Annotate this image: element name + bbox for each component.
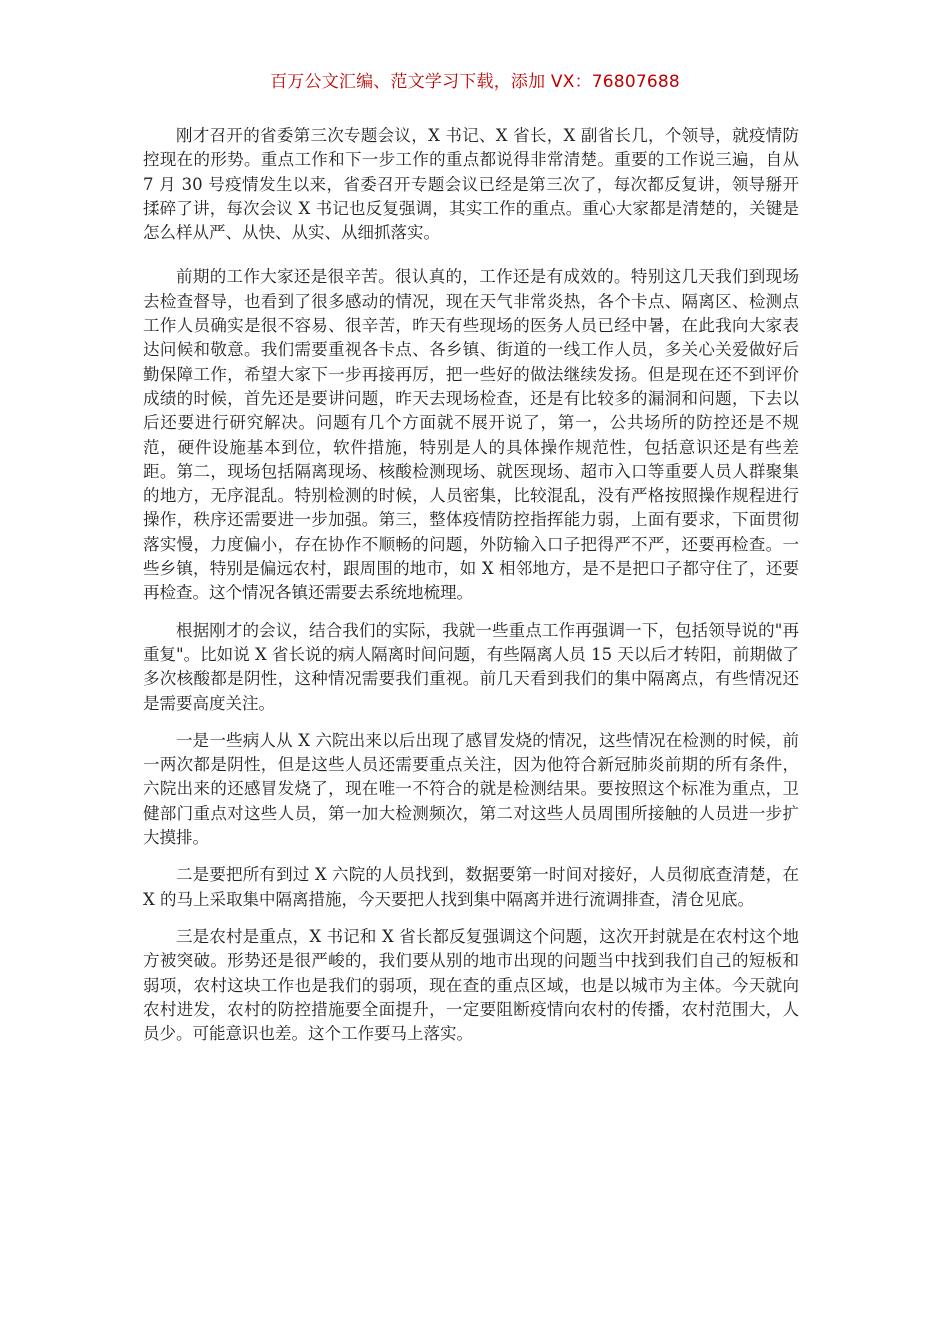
document-body	[143, 124, 799, 1059]
paragraph-4: 一是一些病人从 X 六院出来以后出现了感冒发烧的情况，这些情况在检测的时候，前一两次都是阴性，但是这些人员还需要重点关注，因为他符合新冠肺炎前期的所有条件，六院出来的还感冒发烧了，现在唯一不符合的就是检测结果。要按照这个标准为重点，卫健部门重点对这些人员，第一加大检测频次，第二对这些人员周围所接触的人员进一步扩大摸排。	[143, 730, 799, 848]
paragraph-3: 根据刚才的会议，结合我们的实际，我就一些重点工作再强调一下，包括领导说的"再重复"。比如说 X 省长说的病人隔离时间问题，有些隔离人员 15 天以后才转阳，前期做了多次核酸都是阴性，这种情况需要我们重视。前几天看到我们的集中隔离点，有些情况还是需要高度关注。	[143, 620, 799, 713]
paragraph-2: 前期的工作大家还是很辛苦。很认真的，工作还是有成效的。特别这几天我们到现场去检查督导，也看到了很多感动的情况，现在天气非常炎热，各个卡点、隔离区、检测点工作人员确实是很不容易、很辛苦，昨天有些现场的医务人员已经中暑，在此我向大家表达问候和敬意。我们需要重视各卡点、各乡镇、街道的一线工作人员，多关心关爱做好后勤保障工作，希望大家下一步再接再厉，把一些好的做法继续发扬。但是现在还不到评价成绩的时候，首先还是要讲问题，昨天去现场检查，还是有比较多的漏洞和问题，下去以后还要进行研究解决。问题有几个方面就不展开说了，第一，公共场所的防控还是不规范，硬件设施基本到位，软件措施，特别是人的具体操作规范性，包括意识还是有些差距。第二，现场包括隔离现场、核酸检测现场、就医现场、超市入口等重要人员人群聚集的地方，无序混乱。特别检测的时候，人员密集，比较混乱，没有严格按照操作规程进行操作，秩序还需要进一步加强。第三，整体疫情防控指挥能力弱，上面有要求，下面贯彻落实慢，力度偏小，存在协作不顺畅的问题，外防输入口子把得严不严，还要再检查。一些乡镇，特别是偏远农村，跟周围的地市，如 X 相邻地方，是不是把口子都守住了，还要再检查。这个情况各镇还需要去系统地梳理。	[143, 267, 799, 603]
paragraph-6: 三是农村是重点，X 书记和 X 省长都反复强调这个问题，这次开封就是在农村这个地方被突破。形势还是很严峻的，我们要从别的地市出现的问题当中找到我们自己的短板和弱项，农村这块工作也是我们的弱项，现在查的重点区域，也是以城市为主体。今天就向农村进发，农村的防控措施要全面提升，一定要阻断疫情向农村的传播，农村范围大，人员少。可能意识也差。这个工作要马上落实。	[143, 926, 799, 1044]
paragraph-1: 刚才召开的省委第三次专题会议，X 书记、X 省长，X 副省长几，个领导，就疫情防控现在的形势。重点工作和下一步工作的重点都说得非常清楚。重要的工作说三遍，自从 7 月 30 号疫情发生以来，省委召开专题会议已经是第三次了，每次都反复讲，领导掰开揉碎了讲，每次会议 X 书记也反复强调，其实工作的重点。重心大家都是清楚的，关键是怎么样从严、从快、从实、从细抓落实。	[143, 126, 799, 243]
watermark-header: 百万公文汇编、范文学习下载，添加 VX：76807688	[270, 72, 680, 92]
paragraph-5: 二是要把所有到过 X 六院的人员找到，数据要第一时间对接好，人员彻底查清楚，在 X 的马上采取集中隔离措施，今天要把人找到集中隔离并进行流调排查，清仓见底。	[143, 865, 799, 909]
